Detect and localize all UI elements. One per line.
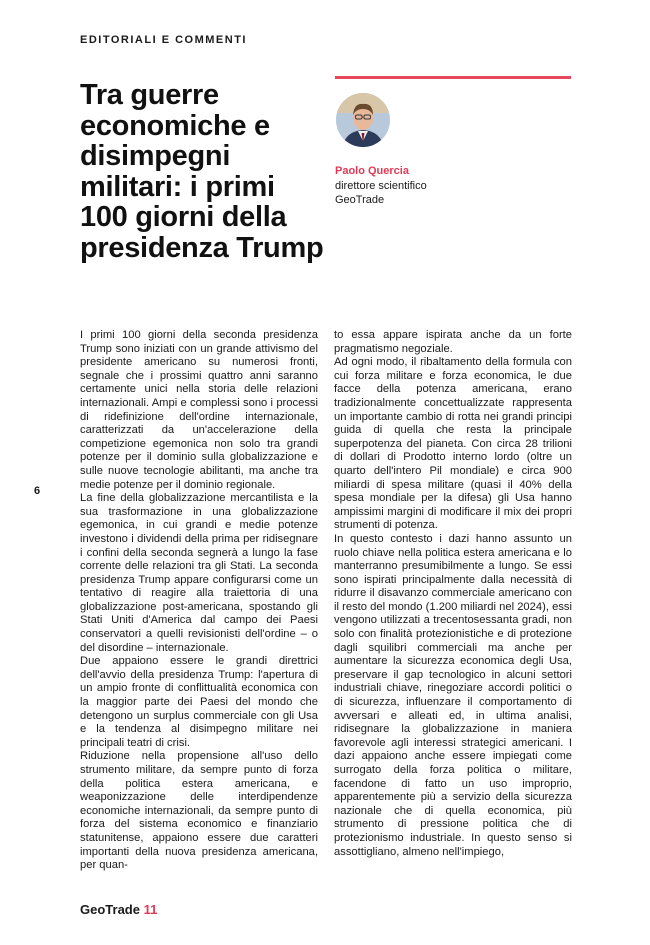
body-paragraph: Ad ogni modo, il ribaltamento della formula con cui forza militare e forza economica, le due facce della potenza americana, erano tradizionalmente concettualizzate rappresenta un importante cambio di rotta nei grandi principi guida di quella che resta la principale superpotenza del pianeta. Con circa 28 trilioni di dollari di Prodotto interno lordo (oltre un quarto dell'intero Pil mondiale) e circa 900 miliardi di spesa militare (quasi il 40% della spesa mondiale per la difesa) gli Usa hanno ampissimi margini di modificare il mix dei propri strumenti di potenza. <box>334 356 572 532</box>
footer-brand: GeoTrade <box>80 902 140 917</box>
author-portrait-icon <box>336 93 390 147</box>
body-paragraph: La fine della globalizzazione mercantilista e la sua trasformazione in una globalizzazione egemonica, in cui grandi e medie potenze investono i dividendi della prima per ridisegnare i confini della seconda segnerà a lungo la fase corrente delle relazioni tra gli Stati. La seconda presidenza Trump appare configurarsi come un tentativo di reagire alla traiettoria di una globalizzazione post-americana, spostando gli Stati Uniti d'America dal campo dei Paesi conservatori a quelli revisionisti dell'ordine – o del disordine – internazionale. <box>80 492 318 654</box>
author-avatar <box>336 93 390 147</box>
body-paragraph: to essa appare ispirata anche da un forte pragmatismo negoziale. <box>334 329 572 355</box>
footer <box>80 902 157 917</box>
author-name: Paolo Quercia <box>335 165 409 177</box>
side-page-number: 6 <box>34 485 41 497</box>
body-paragraph: I primi 100 giorni della seconda presidenza Trump sono iniziati con un grande attivismo del presidente americano su numerosi fronti, segnale che i prossimi quattro anni saranno certamente unici nella storia delle relazioni internazionali. Ampi e complessi sono i processi di ridefinizione dell'ordine internazionale, caratterizzati da un'accelerazione della competizione egemonica non solo tra grandi potenze per il dominio sulla globalizzazione e sulle nuove tecnologie abilitanti, ma anche tra medie potenze per il dominio regionale. <box>80 329 318 491</box>
footer-page-number: 11 <box>143 902 158 917</box>
body-column-left <box>80 329 318 873</box>
body-paragraph: Due appaiono essere le grandi direttrici dell'avvio della presidenza Trump: l'apertura di un ampio fronte di conflittualità economica con la maggior parte dei Paesi del mondo che detengono un surplus commerciale con gli Usa e la tendenza al disimpegno militare nei principali teatri di crisi. <box>80 655 318 749</box>
author-role: direttore scientifico <box>335 180 427 192</box>
body-paragraph: Riduzione nella propensione all'uso dello strumento militare, da sempre punto di forza della politica estera americana, e weaponizzazione delle interdipendenze economiche internazionali, da sempre punto di forza del sistema economico e finanziario statunitense, appaiono essere due caratteri importanti della nuova presidenza americana, per quan- <box>80 750 318 872</box>
body-column-right <box>334 329 572 859</box>
body-paragraph: In questo contesto i dazi hanno assunto un ruolo chiave nella politica estera americana e lo manterranno presumibilmente a lungo. Se essi sono ispirati principalmente dalla necessità di ridurre il disavanzo commerciale americano con il resto del mondo (1.200 miliardi nel 2024), essi vengono utilizzati a trecentosessanta gradi, non solo con finalità protezionistiche e di protezione dagli squilibri commerciali ma anche per aumentare la sicurezza economica degli Usa, preservare il gap tecnologico in alcuni settori industriali chiave, rinegoziare accordi politici o di sicurezza, influenzare il comportamento di avversari e alleati ed, in ultima analisi, ridisegnare la globalizzazione in maniera favorevole agli interessi strategici americani. I dazi appaiono anche essere impiegati come surrogato della forza politica o militare, facendone di fatto un uso improprio, apparentemente più a servizio della sicurezza nazionale che di quella economica, più strumento di pressione politica che di protezionismo industriale. In questo senso si assottigliano, almeno nell'impiego, <box>334 532 572 858</box>
article-title: Tra guerre economiche e disimpegni militari: i primi 100 giorni della presidenza Trump <box>80 79 324 264</box>
author-organization: GeoTrade <box>335 194 385 206</box>
accent-rule <box>335 76 571 79</box>
section-label: EDITORIALI E COMMENTI <box>80 34 247 46</box>
